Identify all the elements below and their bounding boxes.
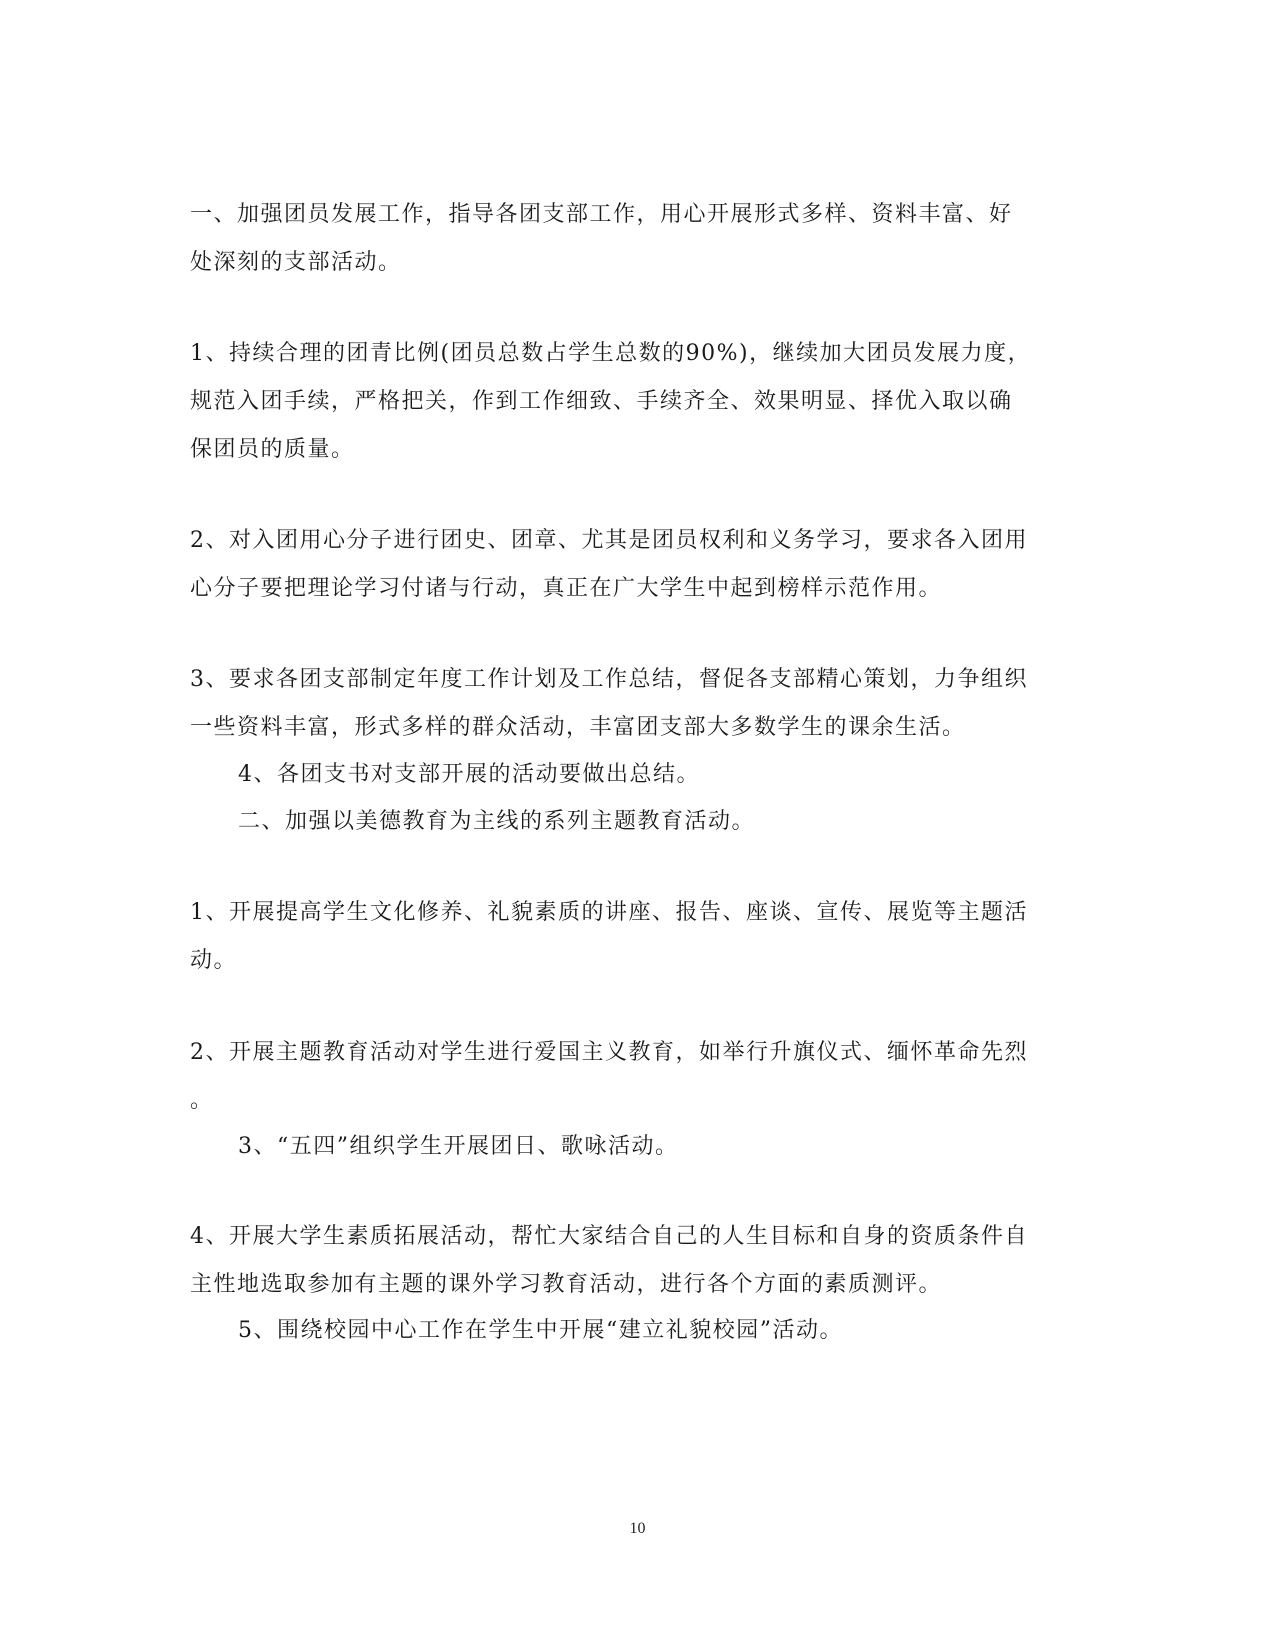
- paragraph-item-2-2: [190, 1029, 1090, 1125]
- text-line: 1、开展提高学生文化修养、礼貌素质的讲座、报告、座谈、宣传、展览等主题活: [190, 900, 1028, 925]
- paragraph-item-2-3: [238, 1123, 1088, 1171]
- text-line: 1、持续合理的团青比例(团员总数占学生总数的90%)，继续加大团员发展力度，: [190, 341, 1032, 366]
- text-line: 3、“五四”组织学生开展团日、歌咏活动。: [238, 1134, 679, 1159]
- text-line: 动。: [190, 948, 238, 973]
- paragraph-item-3: [190, 656, 1090, 752]
- paragraph-item-4: [238, 751, 1088, 799]
- text-line: 4、开展大学生素质拓展活动，帮忙大家结合自己的人生目标和自身的资质条件自: [190, 1224, 1028, 1249]
- text-line: 2、开展主题教育活动对学生进行爱国主义教育，如举行升旗仪式、缅怀革命先烈: [190, 1040, 1028, 1065]
- paragraph-item-2-5: [238, 1307, 1088, 1355]
- paragraph-item-1: [190, 330, 1090, 474]
- text-line: 。: [190, 1088, 214, 1113]
- text-line: 二、加强以美德教育为主线的系列主题教育活动。: [238, 809, 756, 834]
- page-number: 10: [629, 1520, 646, 1537]
- text-line: 一、加强团员发展工作，指导各团支部工作，用心开展形式多样、资料丰富、好: [190, 202, 1013, 227]
- paragraph-item-2-1: [190, 889, 1090, 985]
- text-line: 3、要求各团支部制定年度工作计划及工作总结，督促各支部精心策划，力争组织: [190, 667, 1028, 692]
- text-line: 心分子要把理论学习付诸与行动，真正在广大学生中起到榜样示范作用。: [190, 576, 943, 601]
- text-line: 保团员的质量。: [190, 437, 355, 462]
- text-line: 主性地选取参加有主题的课外学习教育活动，进行各个方面的素质测评。: [190, 1272, 943, 1297]
- text-line: 处深刻的支部活动。: [190, 250, 402, 275]
- text-line: 一些资料丰富，形式多样的群众活动，丰富团支部大多数学生的课余生活。: [190, 715, 966, 740]
- text-line: 5、围绕校园中心工作在学生中开展“建立礼貌校园”活动。: [238, 1318, 843, 1343]
- paragraph-section-two-heading: [238, 798, 1088, 846]
- paragraph-section-one-heading: [190, 191, 1090, 287]
- text-line: 规范入团手续，严格把关，作到工作细致、手续齐全、效果明显、择优入取以确: [190, 389, 1013, 414]
- text-line: 4、各团支书对支部开展的活动要做出总结。: [238, 762, 700, 787]
- text-line: 2、对入团用心分子进行团史、团章、尤其是团员权利和义务学习，要求各入团用: [190, 528, 1028, 553]
- paragraph-item-2: [190, 517, 1090, 613]
- paragraph-item-2-4: [190, 1213, 1090, 1309]
